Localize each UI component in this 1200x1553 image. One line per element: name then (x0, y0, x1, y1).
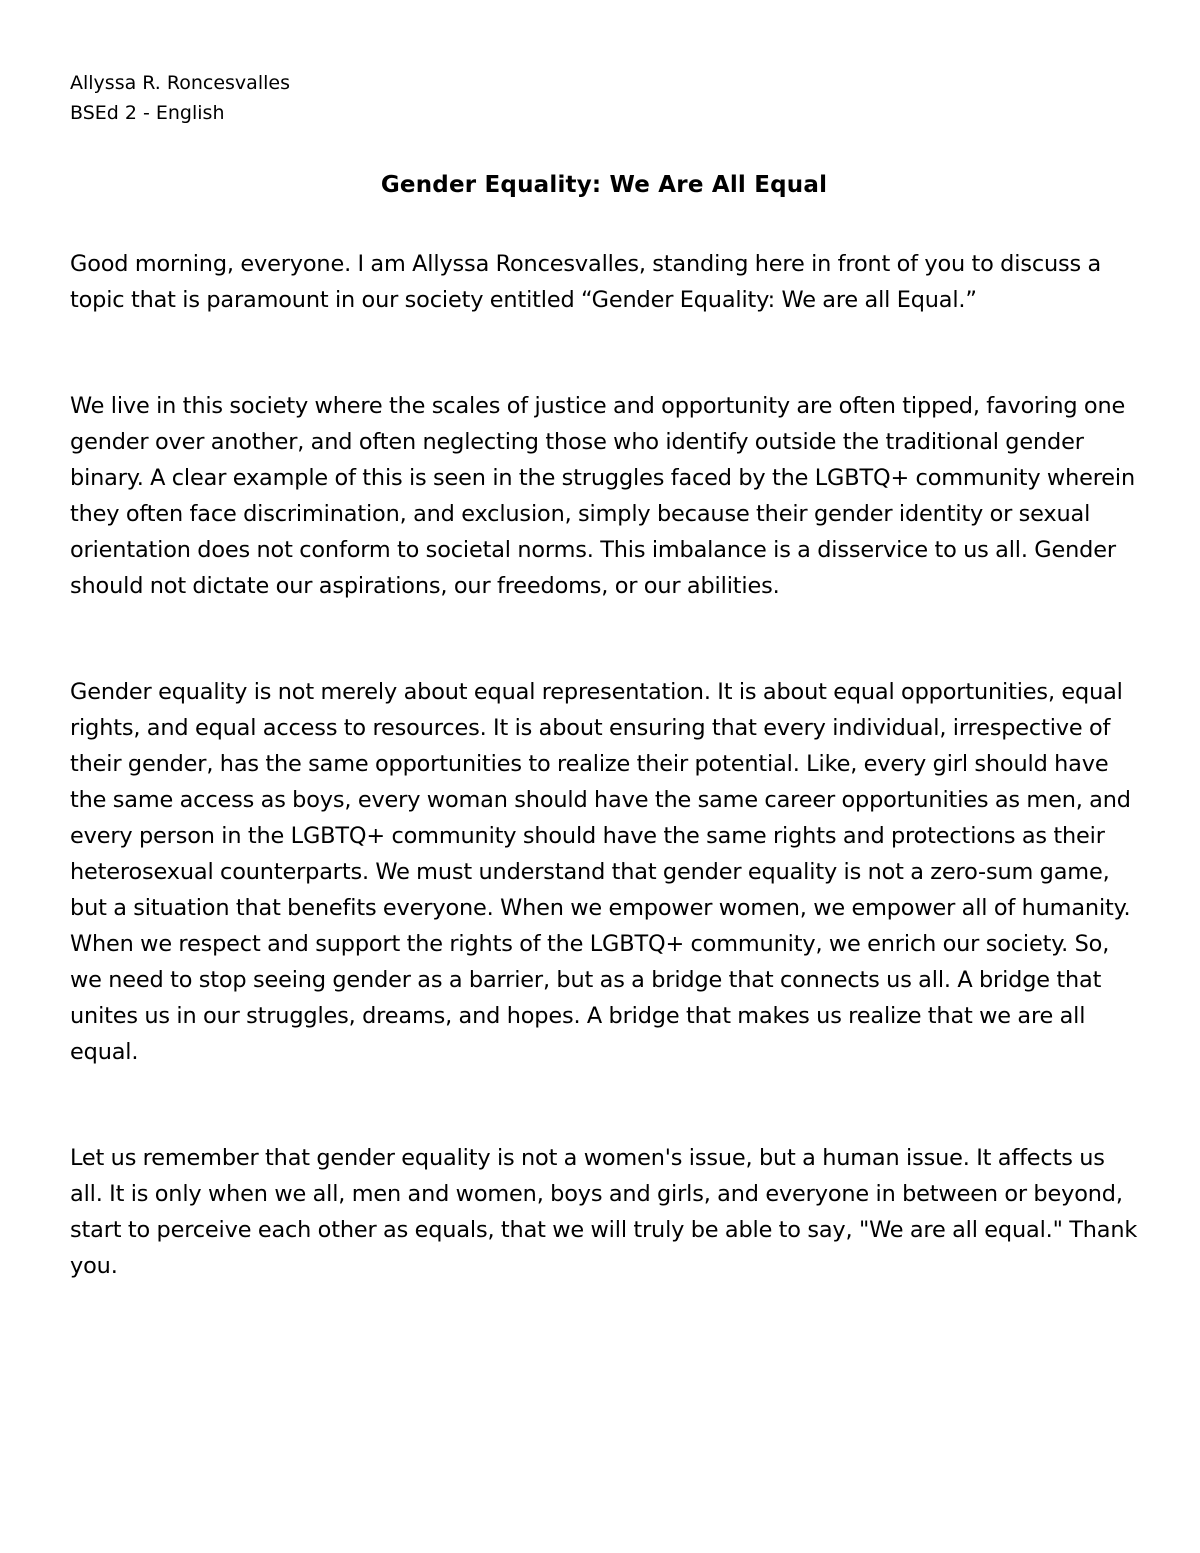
paragraph-intro: Good morning, everyone. I am Allyssa Roncesvalles, standing here in front of you to discuss a topic that is paramount in our society entitled “Gender Equality: We are all Equal.” (70, 251, 1102, 313)
document-title: Gender Equality: We Are All Equal (380, 172, 828, 198)
document-page (70, 68, 1138, 1354)
author-name: Allyssa R. Roncesvalles (70, 72, 290, 94)
paragraph-equality: Gender equality is not merely about equal representation. It is about equal opportunities, equal rights, and equal access to resources. It is about ensuring that every individual, irrespective of their gender, has the same opportunities to realize their potential. Like, every girl should have the same access as boys, every woman should have the same career opportunities as men, and every person in the LGBTQ+ community should have the same rights and protections as their heterosexual counterparts. We must understand that gender equality is not a zero-sum game, but a situation that benefits everyone. When we empower women, we empower all of humanity. When we respect and support the rights of the LGBTQ+ community, we enrich our society. So, we need to stop seeing gender as a barrier, but as a bridge that connects us all. A bridge that unites us in our struggles, dreams, and hopes. A bridge that makes us realize that we are all equal. (70, 679, 1131, 1065)
paragraph-closing: Let us remember that gender equality is not a women's issue, but a human issue. It affects us all. It is only when we all, men and women, boys and girls, and everyone in between or beyond, start to perceive each other as equals, that we will truly be able to say, "We are all equal." Thank you. (70, 1145, 1138, 1279)
course-label: BSEd 2 - English (70, 102, 225, 124)
paragraph-society: We live in this society where the scales of justice and opportunity are often tipped, favoring one gender over another, and often neglecting those who identify outside the traditional gender binary. A clear example of this is seen in the struggles faced by the LGBTQ+ community wherein they often face discrimination, and exclusion, simply because their gender identity or sexual orientation does not conform to societal norms. This imbalance is a disservice to us all. Gender should not dictate our aspirations, our freedoms, or our abilities. (70, 393, 1136, 599)
